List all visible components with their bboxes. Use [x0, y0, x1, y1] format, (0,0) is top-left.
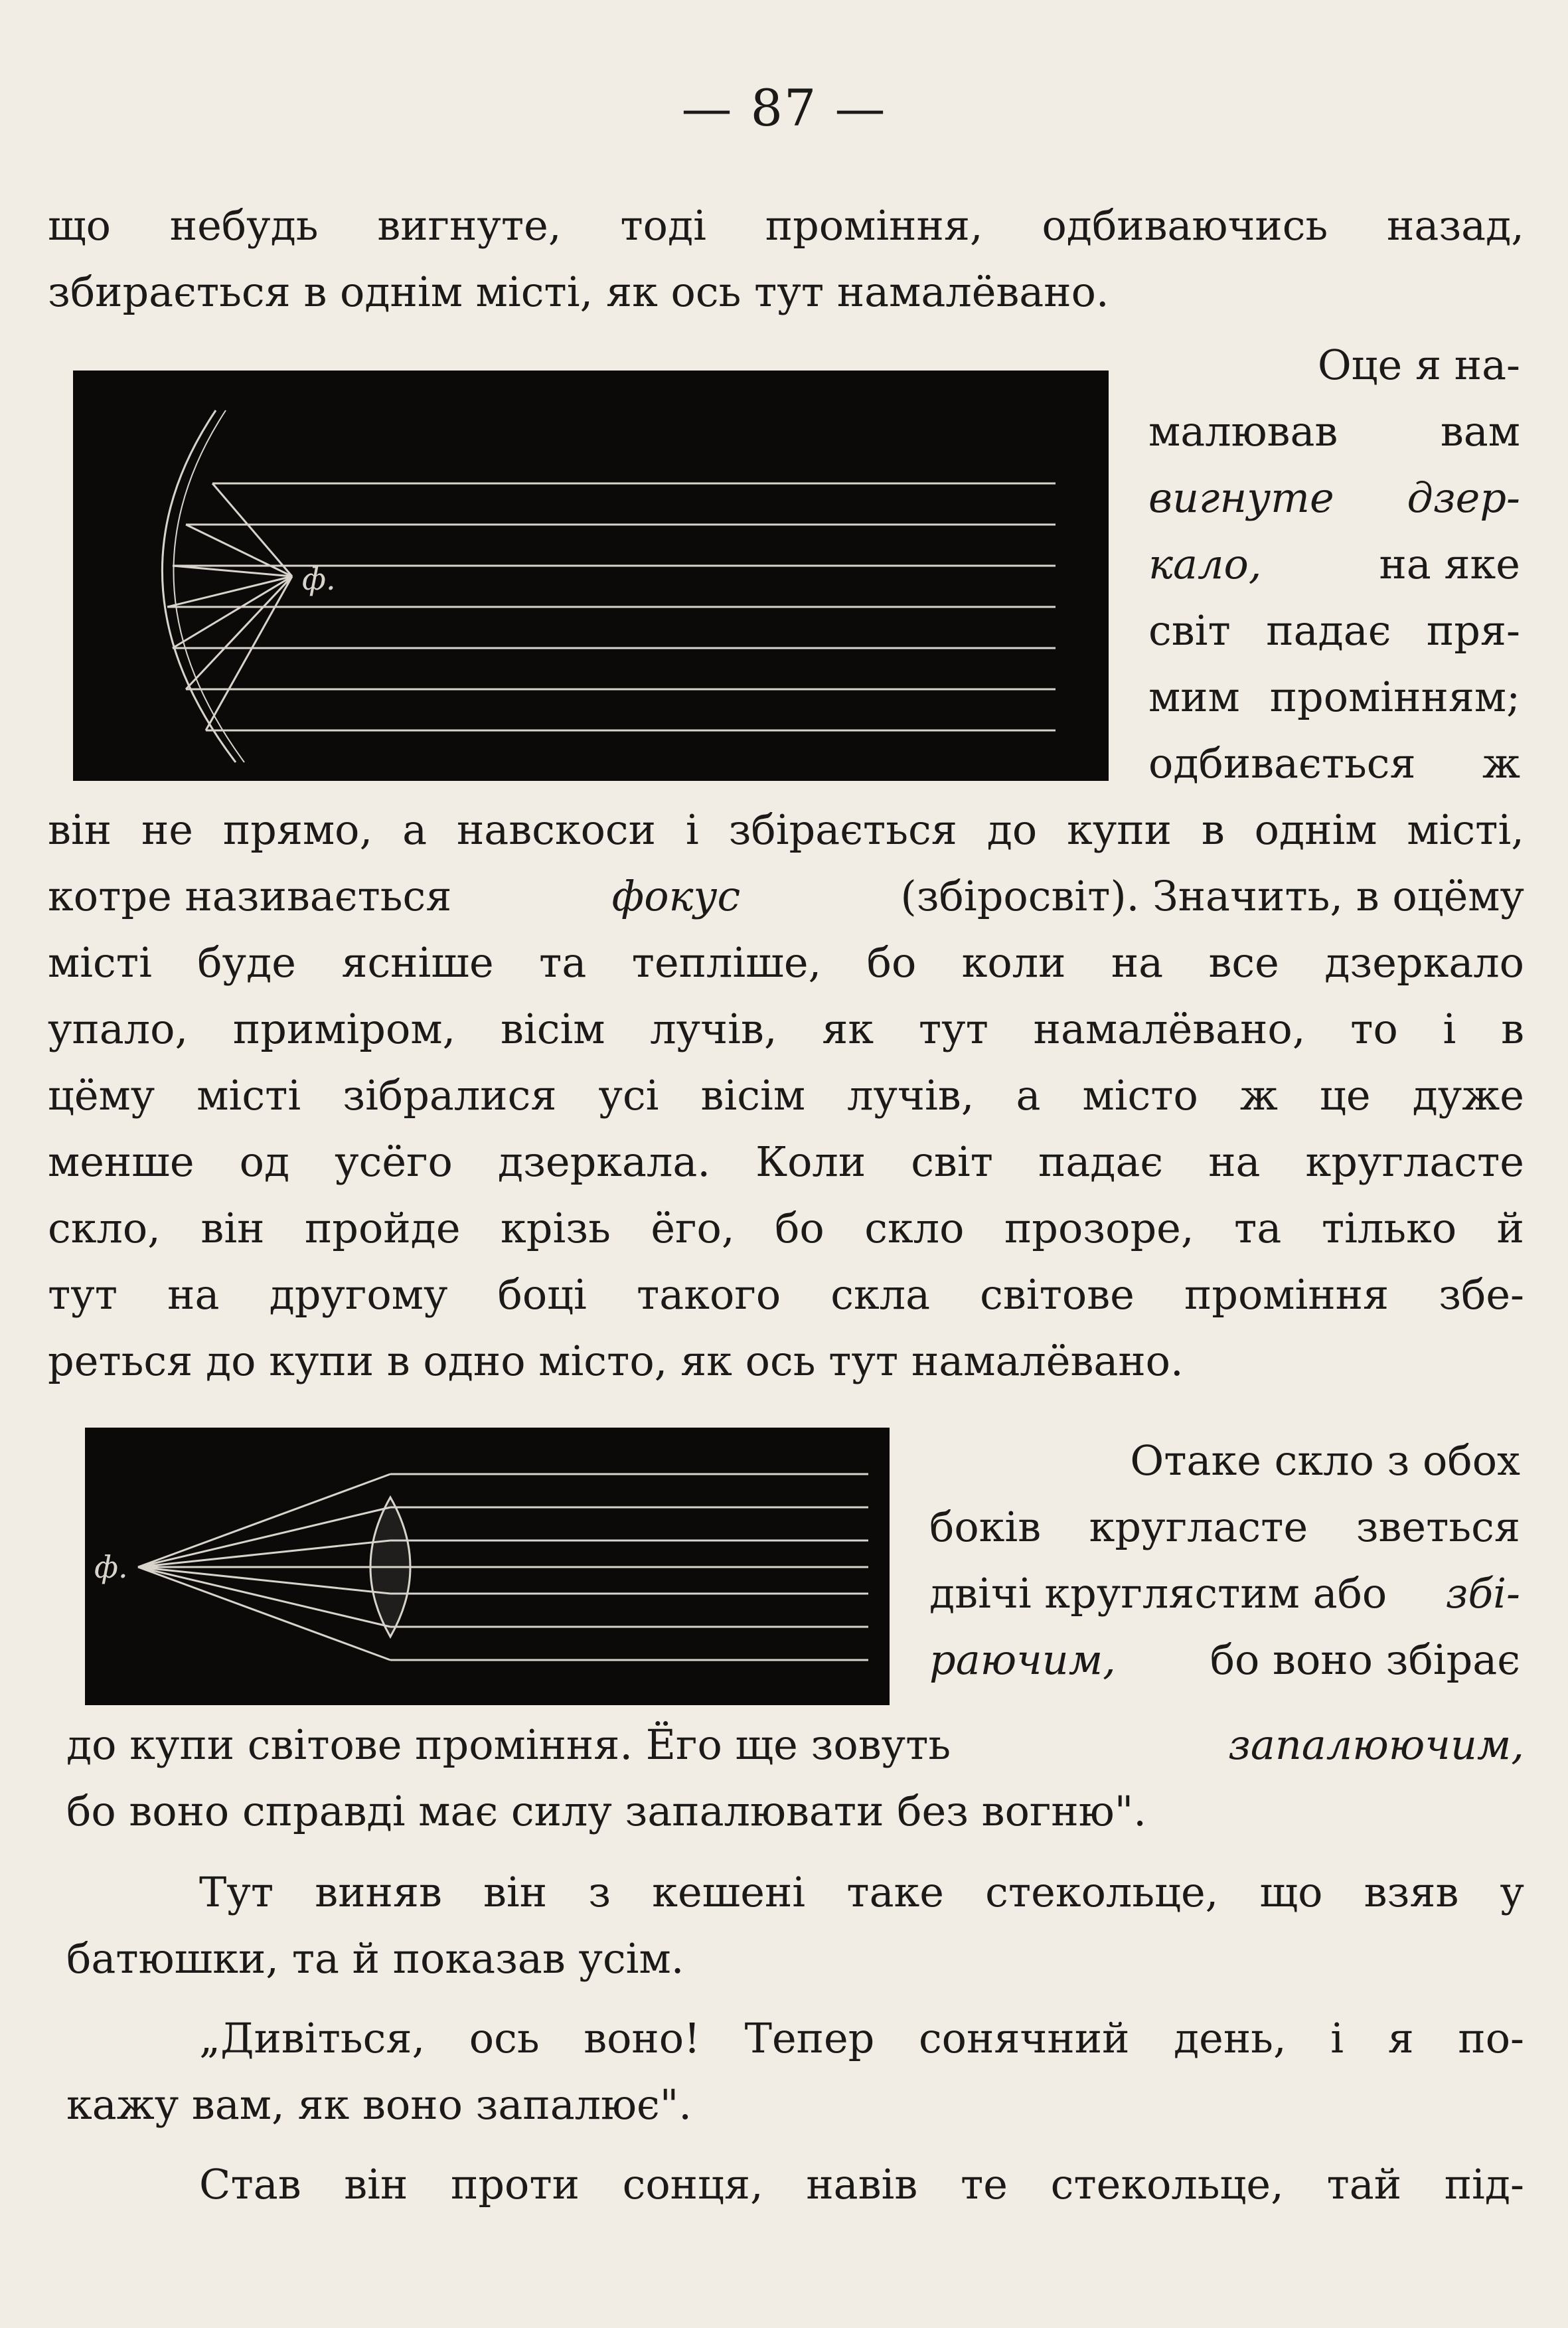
italic-term: вигнуте дзер- [1148, 473, 1520, 522]
text-line: упало, приміром, вісім лучів, як тут намалёвано, то і в [48, 1005, 1524, 1053]
text-line: кажу вам, як воно запалює". [66, 2080, 692, 2129]
text-line: Став він проти сонця, навів те стекольце, тай під- [199, 2160, 1524, 2208]
convex-lens-diagram [85, 1428, 890, 1705]
text-fragment: на яке [1379, 540, 1520, 588]
italic-term: кало, [1148, 540, 1262, 588]
text-line [66, 1712, 1524, 1778]
text-line: Отаке скло з обох [1130, 1436, 1520, 1485]
text-line: цёму місті зібралися усі вісім лучів, а місто ж це дуже [48, 1071, 1524, 1120]
text-line [929, 1627, 1520, 1693]
text-line: батюшки, та й показав усім. [66, 1934, 684, 1983]
text-line: малював вам [1148, 407, 1520, 456]
text-fragment: бо воно збірає [1210, 1635, 1520, 1684]
text-line: світ падає пря- [1148, 606, 1520, 655]
text-line: „Дивіться, ось воно! Тепер сонячний день, і я по- [199, 2014, 1524, 2062]
focus-label: ф. [302, 561, 336, 597]
text-line: збирається в однім місті, як ось тут намалёвано. [48, 268, 1109, 316]
text-line: місті буде ясніше та тепліше, бо коли на все дзеркало [48, 938, 1524, 987]
convex-lens-figure [85, 1428, 890, 1705]
text-fragment: (збіросвіт). Значить, в оцёму [900, 872, 1524, 920]
italic-term: фокус [611, 872, 741, 920]
text-fragment: котре називається [48, 872, 452, 920]
italic-term: запалюючим, [1228, 1720, 1524, 1769]
page-number: — 87 — [681, 78, 887, 137]
text-line: одбивається ж [1148, 739, 1520, 788]
text-line: скло, він пройде крізь ёго, бо скло прозоре, та тілько й [48, 1204, 1524, 1252]
concave-mirror-diagram [73, 371, 1109, 781]
italic-term: раючим, [929, 1635, 1116, 1684]
focus-label: ф. [94, 1549, 128, 1585]
text-line: Тут виняв він з кешені таке стекольце, що взяв у [199, 1868, 1524, 1916]
text-fragment: до купи світове проміння. Ёго ще зовуть [66, 1720, 951, 1769]
text-line [1148, 531, 1520, 598]
text-line: менше од усёго дзеркала. Коли світ падає на кругласте [48, 1137, 1524, 1186]
italic-term: збі- [1445, 1569, 1520, 1618]
text-fragment: двічі круглястим або [929, 1569, 1387, 1618]
text-line: він не прямо, а навскоси і збірається до купи в однім місті, [48, 805, 1524, 854]
text-line: що небудь вигнуте, тоді проміння, одбиваючись назад, [48, 201, 1524, 250]
concave-mirror-figure [73, 371, 1109, 781]
text-line [929, 1560, 1520, 1627]
text-line: тут на другому боці такого скла світове проміння збе- [48, 1270, 1524, 1319]
text-line: Оце я на- [1317, 341, 1520, 389]
text-line: боків кругласте зветься [929, 1503, 1520, 1551]
text-line: реться до купи в одно місто, як ось тут намалёвано. [48, 1337, 1184, 1385]
text-line: мим промінням; [1148, 673, 1520, 721]
text-line: бо воно справді має силу запалювати без вогню". [66, 1787, 1146, 1835]
text-line [48, 863, 1524, 930]
